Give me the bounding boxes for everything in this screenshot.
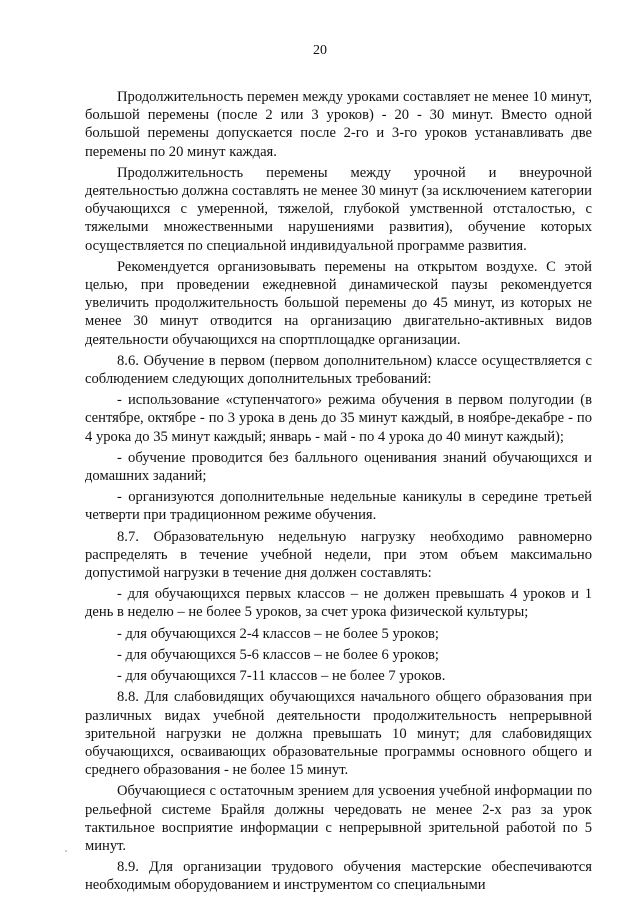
document-body [85, 88, 592, 895]
paragraph-braille: Обучающиеся с остаточным зрением для усвоения учебной информации по рельефной системе Брайля должны чередовать не менее 2-х раз за урок тактильное восприятие информации с непрерывной зрительной работой по 5 минут. [85, 783, 592, 854]
paragraph-8-8: 8.8. Для слабовидящих обучающихся начального общего образования при различных видах учебной деятельности продолжительность непрерывной зрительной нагрузки не должна превышать 10 минут; для слабовидящих обучающихся, осваивающих образовательные программы основного общего и среднего образования - не более 15 минут. [85, 689, 592, 779]
list-item-extra-holidays: - организуются дополнительные недельные каникулы в середине третьей четверти при традиционном режиме обучения. [85, 489, 592, 524]
list-item-no-grading: - обучение проводится без балльного оценивания знаний обучающихся и домашних заданий; [85, 449, 592, 485]
paragraph-8-7: 8.7. Образовательную недельную нагрузку необходимо равномерно распределять в течение учебной недели, при этом объем максимально допустимой нагрузки в течение дня должен составлять: [85, 528, 592, 582]
paragraph-8-6: 8.6. Обучение в первом (первом дополнительном) классе осуществляется с соблюдением следующих дополнительных требований: [85, 352, 592, 388]
paragraph-8-9: 8.9. Для организации трудового обучения мастерские обеспечиваются необходимым оборудованием и инструментом со специальными [85, 859, 592, 894]
list-item-grades-5-6-load: - для обучающихся 5-6 классов – не более 6 уроков; [117, 646, 439, 663]
paragraph-break-between-activities: Продолжительность перемены между урочной и внеурочной деятельностью должна составлять не менее 30 минут (за исключением категории обучающихся с умеренной, тяжелой, глубокой умственной отсталостью, с тяжелыми множественными нарушениями развития), обучение которых осуществляется по специальной индивидуальной программе развития. [85, 164, 592, 254]
paragraph-outdoor-breaks: Рекомендуется организовывать перемены на открытом воздухе. С этой целью, при проведении ежедневной динамической паузы рекомендуется увеличить продолжительность большой перемены до 45 минут, из которых не менее 30 минут отводится на организацию двигательно-активных видов деятельности обучающихся на спортплощадке организации. [85, 258, 592, 348]
scan-dot [65, 850, 67, 852]
list-item-grades-2-4-load: - для обучающихся 2-4 классов – не более 5 уроков; [117, 625, 439, 642]
list-item-first-grade-load: - для обучающихся первых классов – не должен превышать 4 уроков и 1 день в неделю – не более 5 уроков, за счет урока физической культуры; [85, 586, 592, 621]
paragraph-breaks-duration: Продолжительность перемен между уроками составляет не менее 10 минут, большой перемены (после 2 или 3 уроков) - 20 - 30 минут. Вместо одной большой перемены допускается после 2-го и 3-го уроков устанавливать две перемены по 20 минут каждая. [85, 89, 592, 160]
list-item-grades-7-11-load: - для обучающихся 7-11 классов – не более 7 уроков. [117, 668, 446, 685]
page-number: 20 [313, 43, 327, 58]
list-item-stepped-mode: - использование «ступенчатого» режима обучения в первом полугодии (в сентябре, октябре - по 3 урока в день до 35 минут каждый, в ноябре-декабре - по 4 урока до 35 минут каждый; январь - май - по 4 урока до 40 минут каждый); [85, 392, 592, 445]
